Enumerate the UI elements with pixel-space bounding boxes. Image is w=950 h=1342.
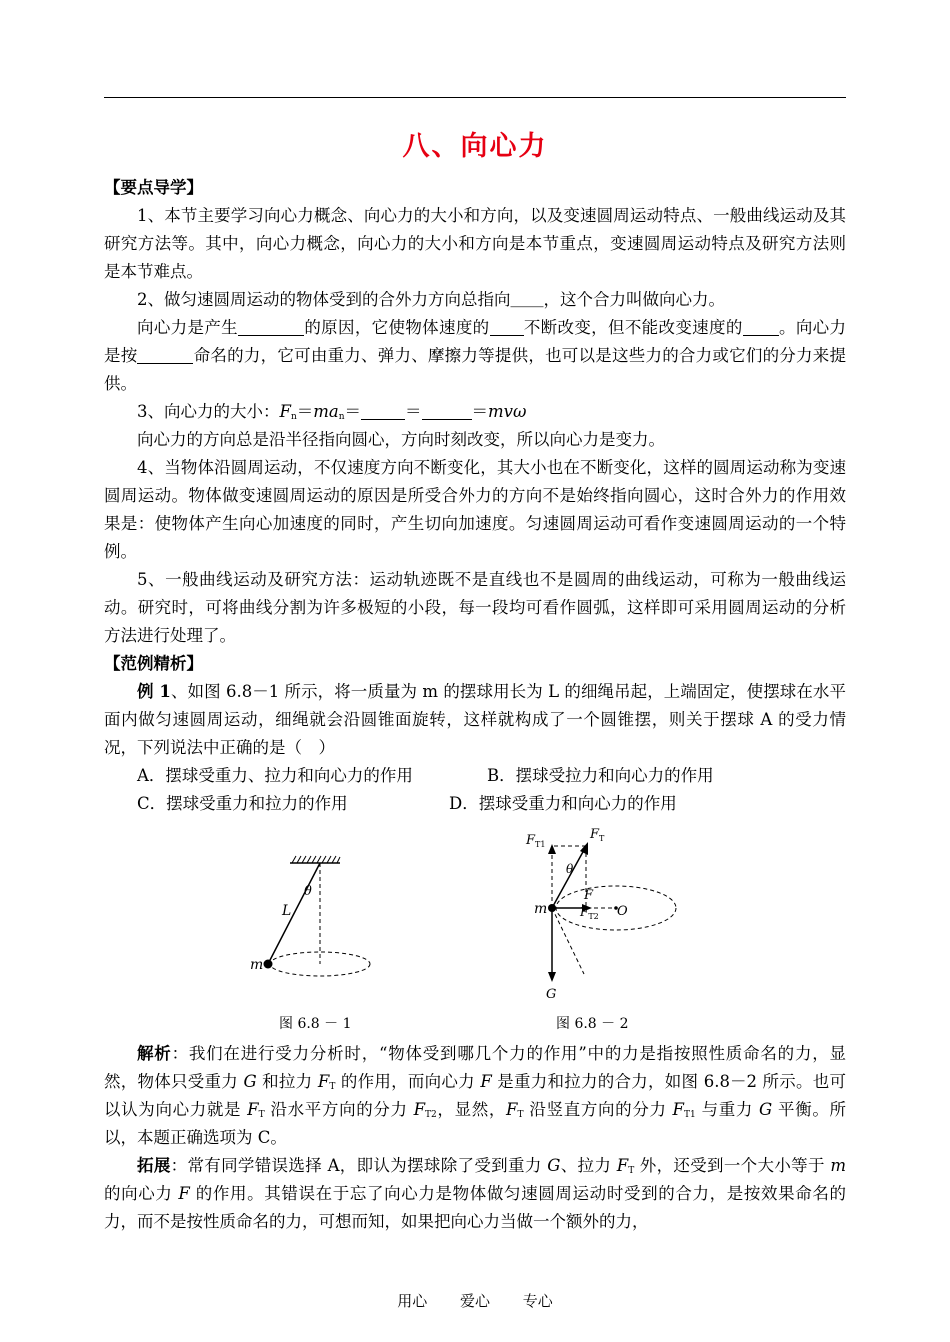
extension-paragraph: 拓展：常有同学错误选择 A，即认为摆球除了受到重力 G、拉力 $F_T$ 外，还受到一个大小等于 m 的向心力 F 的作用。其错误在于忘了向心力是物体做匀速圆周运动时受到的合力，是按效果命名的力，而不是按性质命名的力，可想而知，如果把向心力当做一个额外的力， bbox=[104, 1156, 846, 1231]
document-body bbox=[104, 174, 846, 1236]
gravity-label: G bbox=[546, 987, 557, 1002]
force-analysis-figure bbox=[522, 824, 692, 1004]
paragraph-3: 向心力是产生 的原因，它使物体速度的 不断改变，但不能改变速度的 。向心力是按 命名的力，它可由重力、弹力、摩擦力等提供，也可以是这些力的合力或它们的分力来提供。 bbox=[104, 318, 847, 393]
f-label: F bbox=[584, 888, 594, 903]
paragraph-2: 2、做匀速圆周运动的物体受到的合外力方向总指向＿＿，这个合力叫做向心力。 bbox=[137, 290, 725, 309]
header-rule bbox=[104, 97, 846, 98]
fill-blank bbox=[137, 347, 193, 364]
mass-label: m bbox=[534, 901, 548, 917]
options-row-1 bbox=[104, 762, 846, 790]
section-heading-key-points: 【要点导学】 bbox=[104, 178, 203, 197]
fill-blank bbox=[422, 403, 472, 420]
paragraph-formula: 3、向心力的大小：$F_n=ma_n= = =mv\omega$ bbox=[137, 402, 527, 422]
length-label: L bbox=[282, 903, 292, 919]
ft1-label: $F_{T1}$ bbox=[526, 833, 546, 849]
figure-1-caption: 图 6.8 － 1 bbox=[279, 1016, 352, 1032]
footer-text: 爱心 bbox=[459, 1292, 490, 1310]
analysis-paragraph: 解析：我们在进行受力分析时，“物体受到哪几个力的作用”中的力是指按照性质命名的力，显然，物体只受重力 G 和拉力 $F_T$ 的作用，而向心力 F 是重力和拉力的合力，如图 6.8－2 所示。也可以认为向心力就是 $F_T$ 沿水平方向的分力 $F_{T2}$，显然，$F_T$ 沿竖直方向的分力 $F_{T1}$ 与重力 G 平衡。所以，本题正确选项为 C。 bbox=[104, 1044, 847, 1147]
page-title: 八、向心力 bbox=[402, 131, 548, 162]
option-b: B．摆球受拉力和向心力的作用 bbox=[487, 766, 714, 785]
paragraph-4: 4、当物体沿圆周运动，不仅速度方向不断变化，其大小也在不断变化，这样的圆周运动称为变速圆周运动。物体做变速圆周运动的原因是所受合外力的方向不是始终指向圆心，这时合外力的作用效果是：使物体产生向心加速度的同时，产生切向加速度。匀速圆周运动可看作变速圆周运动的一个特例。 bbox=[104, 458, 846, 561]
option-c: C．摆球受重力和拉力的作用 bbox=[137, 794, 348, 813]
center-o-label: O bbox=[617, 904, 628, 919]
page-footer bbox=[0, 1290, 950, 1311]
theta-label: θ bbox=[566, 862, 574, 876]
fill-blank bbox=[361, 403, 405, 420]
fill-blank bbox=[490, 319, 524, 336]
footer-text: 用心 bbox=[397, 1292, 428, 1310]
paragraph-1: 1、本节主要学习向心力概念、向心力的大小和方向，以及变速圆周运动特点、一般曲线运动及其研究方法等。其中，向心力概念，向心力的大小和方向是本节重点，变速圆周运动特点及研究方法则是本节难点。 bbox=[104, 206, 846, 281]
mass-label: m bbox=[250, 957, 264, 973]
fill-blank bbox=[238, 319, 304, 336]
options-row-2 bbox=[104, 790, 846, 818]
paragraph-5: 5、一般曲线运动及研究方法：运动轨迹既不是直线也不是圆周的曲线运动，可称为一般曲线运动。研究时，可将曲线分割为许多极短的小段，每一段均可看作圆弧，这样即可采用圆周运动的分析方法进行处理了。 bbox=[104, 570, 846, 645]
theta-label: θ bbox=[304, 884, 312, 899]
option-d: D．摆球受重力和向心力的作用 bbox=[449, 794, 677, 813]
fill-blank bbox=[743, 319, 779, 336]
ft-label: $F_T$ bbox=[590, 827, 605, 843]
option-a: A．摆球受重力、拉力和向心力的作用 bbox=[137, 766, 413, 785]
conical-pendulum-figure bbox=[240, 838, 380, 998]
figures-area bbox=[104, 818, 846, 1040]
section-heading-examples: 【范例精析】 bbox=[104, 654, 203, 673]
footer-text: 专心 bbox=[522, 1292, 553, 1310]
example-1-question: 例 1、如图 6.8－1 所示，将一质量为 m 的摆球用长为 L 的细绳吊起，上端固定，使摆球在水平面内做匀速圆周运动，细绳就会沿圆锥面旋转，这样就构成了一个圆锥摆，则关于摆球 A 的受力情况，下列说法中正确的是（ ） bbox=[104, 682, 846, 757]
figure-2-caption: 图 6.8 － 2 bbox=[556, 1016, 629, 1032]
paragraph-direction: 向心力的方向总是沿半径指向圆心，方向时刻改变，所以向心力是变力。 bbox=[137, 430, 665, 449]
ft2-label: $F_{T2}$ bbox=[580, 905, 599, 921]
